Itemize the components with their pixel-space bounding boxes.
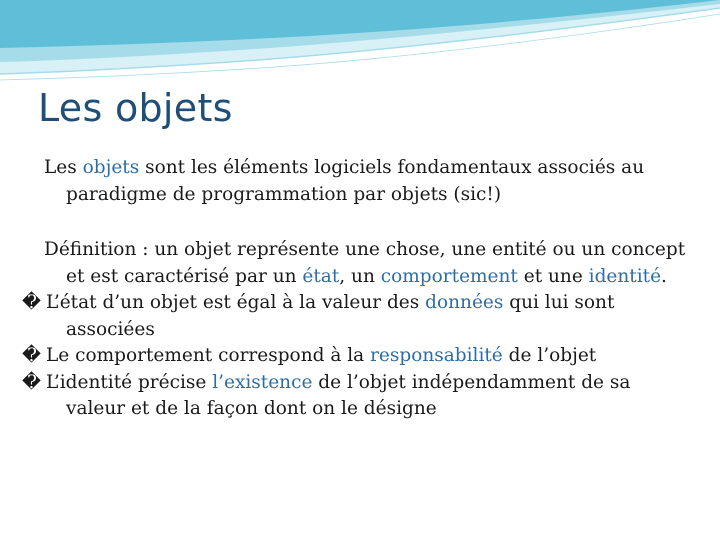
header-wave-decoration	[0, 0, 720, 90]
highlight-donnees: données	[425, 292, 504, 313]
definition-text-2: , un	[339, 265, 381, 287]
bullet-text-end: de l’objet	[502, 345, 597, 366]
intro-text-end: sont les éléments logiciels fondamentaux associés au paradigme de programmation par objets (sic!)	[66, 157, 645, 205]
highlight-comportement: comportement	[380, 265, 518, 287]
highlight-responsabilite: responsabilité	[370, 345, 503, 366]
bullet-text-start: Le comportement correspond à la	[46, 345, 371, 366]
bullet-text-end: de l’objet indépendamment de sa valeur et de la façon dont on le désigne	[66, 371, 631, 419]
highlight-etat: état	[302, 265, 340, 287]
bullet-identite: � L’identité précise l’existence de l’objet indépendamment de sa valeur et de la façon dont on le désigne	[22, 371, 631, 419]
page-title: Les objets	[38, 86, 233, 130]
definition-text-4: .	[661, 265, 667, 287]
bullet-text-start: L’identité précise	[46, 371, 213, 393]
bullet-etat: � L’état d’un objet est égal à la valeur des données qui lui sont associées	[22, 292, 615, 340]
intro-text-start: Les	[44, 157, 83, 178]
definition-paragraph	[44, 237, 694, 290]
bullet-text-end: qui lui sont associées	[66, 292, 615, 340]
highlight-objets: objets	[82, 157, 140, 178]
bullet-text-start: L’état d’un objet est égal à la valeur des	[46, 292, 426, 313]
bullet-comportement: � Le comportement correspond à la responsabilité de l’objet	[22, 345, 597, 366]
slide-body	[22, 155, 694, 423]
definition-text-1: Définition : un objet représente une chose, une entité ou un concept et est caractérisé par un	[44, 239, 686, 287]
highlight-existence: l’existence	[212, 371, 313, 393]
highlight-identite: identité	[588, 265, 662, 287]
definition-text-3: et une	[517, 265, 589, 287]
intro-paragraph	[44, 155, 694, 208]
